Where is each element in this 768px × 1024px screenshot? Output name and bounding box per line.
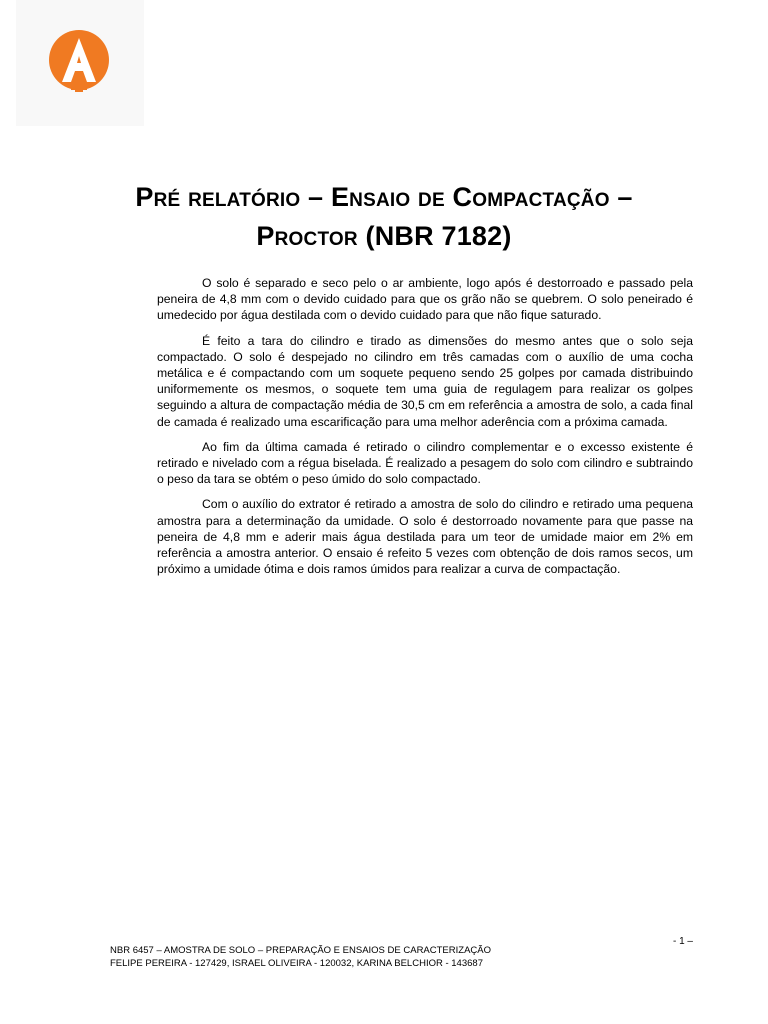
page-footer [110, 945, 491, 970]
page-number: - 1 – [672, 936, 693, 947]
logo-icon [46, 30, 112, 96]
logo-area [16, 0, 144, 126]
paragraph-1: O solo é separado e seco pelo o ar ambiente, logo após é destorroado e passado pela peneira de 4,8 mm com o devido cuidado para que os grão não se quebrem. O solo peneirado é umedecido por água destilada com o devido cuidado para que não fique saturado. [157, 276, 693, 323]
footer-line-1: NBR 6457 – AMOSTRA DE SOLO – PREPARAÇÃO E ENSAIOS DE CARACTERIZAÇÃO [110, 945, 491, 956]
footer-line-2: FELIPE PEREIRA - 127429, ISRAEL OLIVEIRA - 120032, KARINA BELCHIOR - 143687 [110, 957, 483, 969]
document-body [157, 275, 693, 586]
paragraph-2: É feito a tara do cilindro e tirado as dimensões do mesmo antes que o solo seja compactado. O solo é despejado no cilindro em três camadas com o auxílio de uma cocha metálica e é compactando com um soquete pequeno sendo 25 golpes por camada distribuindo uniformemente os mesmos, o soquete tem uma guia de regulagem para realizar os golpes seguindo a altura de compactação média de 30,5 cm em referência a amostra de solo, a cada final de camada é realizado uma escarificação para uma melhor aderência com a próxima camada. [157, 333, 693, 429]
document-title: Pré relatório – Ensaio de Compactação – Proctor (NBR 7182) [135, 182, 633, 251]
paragraph-4: Com o auxílio do extrator é retirado a amostra de solo do cilindro e retirado uma pequena amostra para a determinação da umidade. O solo é destorroado novamente para que passe na peneira de 4,8 mm e aderir mais água destilada para um teor de umidade maior em 2% em referência a amostra anterior. O ensaio é refeito 5 vezes com obtenção de dois ramos secos, um próximo a umidade ótima e dois ramos úmidos para realizar a curva de compactação. [157, 497, 693, 577]
paragraph-3: Ao fim da última camada é retirado o cilindro complementar e o excesso existente é retirado e nivelado com a régua biselada. É realizado a pesagem do solo com cilindro e subtraindo o peso da tara se obtém o peso úmido do solo compactado. [157, 439, 693, 487]
